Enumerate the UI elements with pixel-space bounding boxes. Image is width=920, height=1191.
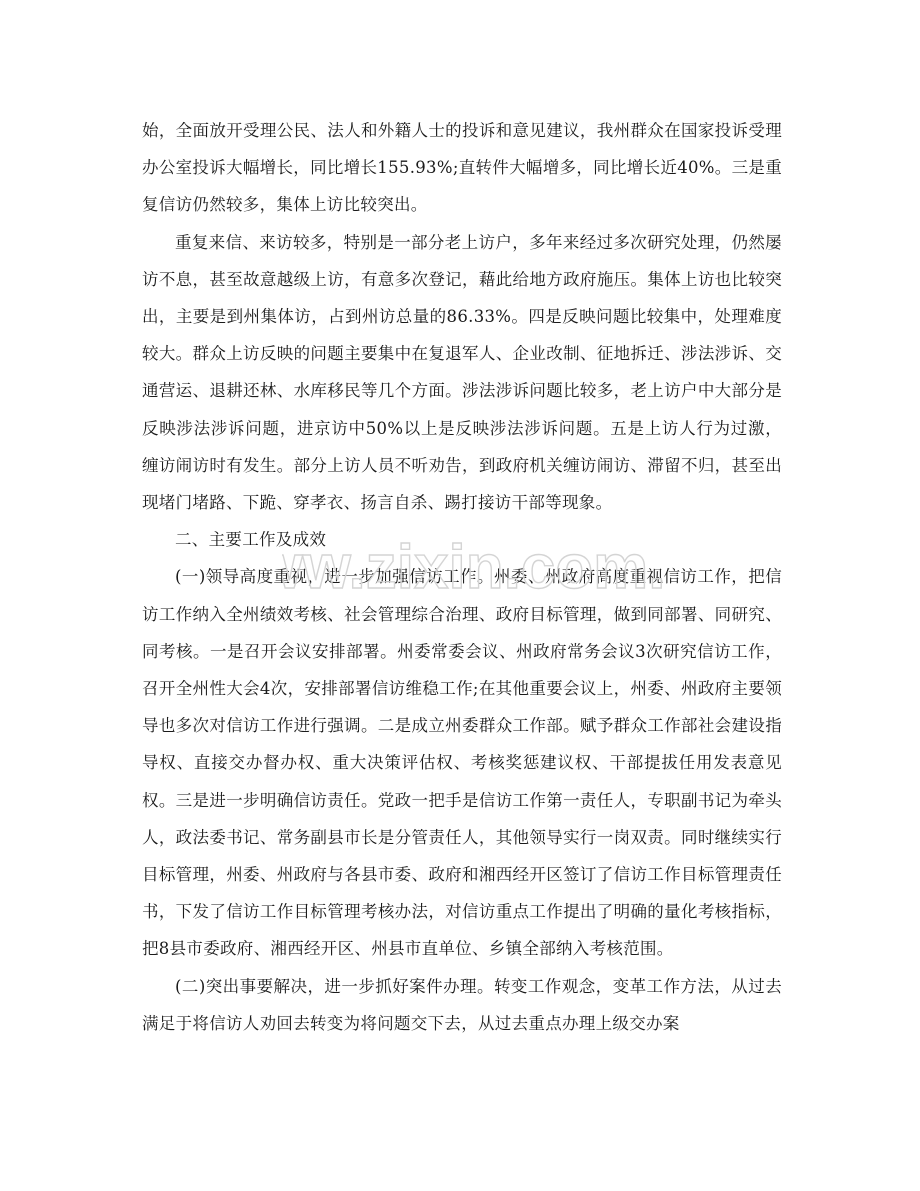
paragraph-1: 始，全面放开受理公民、法人和外籍人士的投诉和意见建议，我州群众在国家投诉受理办公室投诉大幅增长，同比增长155.93%;直转件大幅增多，同比增长近40%。三是重复信访仍然较多，集体上访比较突出。 (142, 121, 782, 215)
document-body (142, 112, 782, 1042)
section-heading: 二、主要工作及成效 (175, 530, 327, 550)
paragraph-2: 重复来信、来访较多，特别是一部分老上访户，多年来经过多次研究处理，仍然屡访不息，甚至故意越级上访，有意多次登记，藉此给地方政府施压。集体上访也比较突出，主要是到州集体访，占到州访总量的86.33%。四是反映问题比较集中，处理难度较大。群众上访反映的问题主要集中在复退军人、企业改制、征地拆迁、涉法涉诉、交通营运、退耕还林、水库移民等几个方面。涉法涉诉问题比较多，老上访户中大部分是反映涉法涉诉问题，进京访中50%以上是反映涉法涉诉问题。五是上访人行为过激，缠访闹访时有发生。部分上访人员不听劝告，到政府机关缠访闹访、滞留不归，甚至出现堵门堵路、下跪、穿孝衣、扬言自杀、踢打接访干部等现象。 (142, 232, 782, 513)
paragraph-3: (一)领导高度重视，进一步加强信访工作。州委、州政府高度重视信访工作，把信访工作纳入全州绩效考核、社会管理综合治理、政府目标管理，做到同部署、同研究、同考核。一是召开会议安排部署。州委常委会议、州政府常务会议3次研究信访工作，召开全州性大会4次，安排部署信访维稳工作;在其他重要会议上，州委、州政府主要领导也多次对信访工作进行强调。二是成立州委群众工作部。赋予群众工作部社会建设指导权、直接交办督办权、重大决策评估权、考核奖惩建议权、干部提拔任用发表意见权。三是进一步明确信访责任。党政一把手是信访工作第一责任人，专职副书记为牵头人，政法委书记、常务副县市长是分管责任人，其他领导实行一岗双责。同时继续实行目标管理，州委、州政府与各县市委、政府和湘西经开区签订了信访工作目标管理责任书，下发了信访工作目标管理考核办法，对信访重点工作提出了明确的量化考核指标，把8县市委政府、湘西经开区、州县市直单位、乡镇全部纳入考核范围。 (142, 567, 782, 959)
watermark-text: w.zixin.com. (302, 533, 662, 602)
paragraph-4: (二)突出事要解决，进一步抓好案件办理。转变工作观念，变革工作方法，从过去满足于将信访人劝回去转变为将问题交下去，从过去重点办理上级交办案 (142, 976, 782, 1033)
